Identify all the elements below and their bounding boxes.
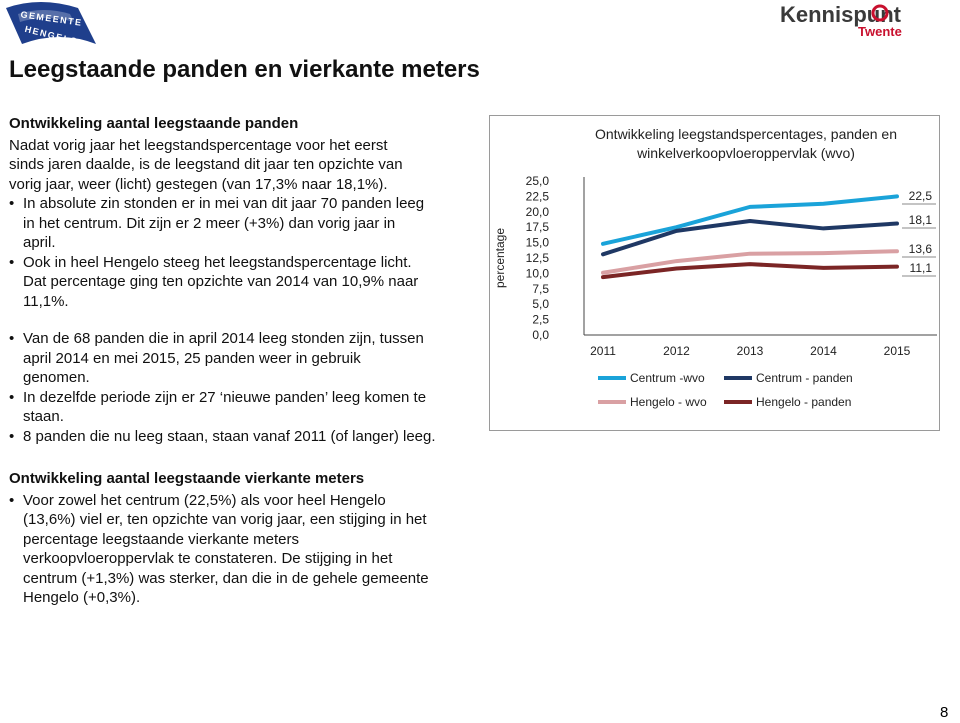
end-value-label: 18,1 [908, 213, 932, 227]
page-number: 8 [940, 704, 949, 721]
intro-line: vorig jaar, weer (licht) gestegen (van 17,3% naar 18,1%). [9, 175, 388, 193]
y-tick-label: 17,5 [525, 220, 549, 235]
y-tick-label: 20,0 [525, 204, 549, 219]
x-tick-label: 2014 [810, 344, 837, 358]
bullet-line: • Ook in heel Hengelo steeg het leegstandspercentage licht. [23, 253, 412, 271]
bullet-list-a [9, 194, 441, 311]
bullet-line: • Voor zowel het centrum (22,5%) als voor heel Hengelo [23, 491, 386, 509]
data-point [603, 243, 604, 244]
intro-line: sinds jaren daalde, is de leegstand dit jaar ten opzichte van [9, 156, 403, 173]
svg-text:Twente: Twente [858, 24, 902, 39]
gemeente-hengelo-logo [0, 0, 112, 48]
data-point [823, 203, 824, 204]
bullet-item [9, 194, 441, 253]
bullet-item [9, 491, 441, 608]
legend-label: Centrum -wvo [630, 371, 705, 385]
kennispunt-twente-logo [776, 0, 944, 42]
bullet-line: in het centrum. Dit zijn er 2 meer (+3%) dan vorig jaar in [23, 214, 396, 232]
legend-label: Hengelo - panden [756, 395, 852, 409]
data-point [897, 251, 898, 252]
data-point [750, 206, 751, 207]
data-point [603, 272, 604, 273]
y-axis-label: percentage [493, 227, 507, 289]
end-value-label: 11,1 [909, 261, 932, 275]
data-point [676, 230, 677, 231]
section-heading-panden: Ontwikkeling aantal leegstaande panden [9, 115, 299, 132]
y-tick-label: 12,5 [525, 251, 549, 265]
chart-title: Ontwikkeling leegstandspercentages, panden en [595, 126, 897, 142]
x-tick-label: 2012 [663, 344, 690, 358]
x-tick-label: 2013 [736, 344, 764, 358]
x-tick-label: 2011 [590, 344, 616, 358]
leegstand-line-chart [489, 115, 940, 431]
bullet-line: percentage leegstaande vierkante meters [23, 530, 300, 548]
data-point [823, 267, 824, 268]
bullet-line: april 2014 en mei 2015, 25 panden weer in gebruik [23, 349, 361, 367]
svg-text:Kennispunt: Kennispunt [780, 2, 901, 27]
bullet-item [9, 329, 441, 388]
y-tick-label: 2,5 [532, 312, 549, 327]
data-point [603, 277, 604, 278]
x-tick-label: 2015 [883, 344, 911, 358]
data-point [897, 196, 898, 197]
intro-paragraph [9, 136, 441, 195]
intro-line: Nadat vorig jaar het leegstandspercentage voor het eerst [9, 136, 388, 154]
bullet-line: • In absolute zin stonden er in mei van dit jaar 70 panden leeg [23, 195, 425, 212]
bullet-line: 11,1%. [23, 292, 69, 310]
y-tick-label: 22,5 [525, 189, 549, 204]
data-point [823, 228, 824, 229]
bullet-line: genomen. [23, 369, 90, 386]
y-tick-label: 0,0 [532, 328, 549, 342]
data-point [676, 261, 677, 262]
bullet-line: • Van de 68 panden die in april 2014 leeg stonden zijn, tussen [23, 330, 424, 347]
series-line [603, 221, 897, 254]
data-point [750, 221, 751, 222]
bullet-line: • In dezelfde periode zijn er 27 ‘nieuwe panden’ leeg komen te [23, 388, 427, 406]
y-tick-label: 7,5 [532, 281, 549, 296]
bullet-item [9, 388, 441, 427]
data-point [676, 227, 677, 228]
bullet-item [9, 253, 441, 312]
bullet-list-b [9, 329, 441, 446]
vierkante-meters-section [9, 469, 441, 608]
y-tick-label: 25,0 [525, 174, 549, 188]
bullet-item [9, 427, 441, 447]
bullet-line: centrum (+1,3%) was sterker, dan die in de gehele gemeente [23, 569, 429, 587]
bullet-line: verkoopvloeroppervlak te constateren. De stijging in het [23, 550, 393, 567]
data-point [750, 264, 751, 265]
bullet-line: Dat percentage ging ten opzichte van 2014 van 10,9% naar [23, 273, 419, 290]
data-point [676, 268, 677, 269]
y-tick-label: 10,0 [525, 266, 549, 281]
bullet-line: Hengelo (+0,3%). [23, 589, 141, 606]
chart-title: winkelverkoopvloeroppervlak (wvo) [637, 145, 855, 161]
page-title: Leegstaande panden en vierkante meters [9, 56, 480, 83]
data-point [823, 253, 824, 254]
y-tick-label: 5,0 [532, 297, 549, 312]
series-line [603, 251, 897, 273]
data-point [897, 223, 898, 224]
bullet-list-c [9, 491, 441, 608]
panden-section [9, 114, 441, 446]
svg-text:HENGELO: HENGELO [23, 23, 80, 47]
legend-label: Hengelo - wvo [630, 395, 707, 409]
end-value-label: 22,5 [908, 189, 932, 203]
data-point [897, 266, 898, 267]
chart-svg [490, 116, 941, 432]
data-point [603, 254, 604, 255]
bullet-line: april. [23, 234, 56, 251]
data-point [750, 253, 751, 254]
bullet-line: • 8 panden die nu leeg staan, staan vanaf 2011 (of langer) leeg. [23, 427, 436, 445]
section-heading-vierkante-meters: Ontwikkeling aantal leegstaande vierkante meters [9, 470, 365, 487]
bullet-line: staan. [23, 408, 64, 425]
y-tick-label: 15,0 [525, 235, 549, 250]
bullet-line: (13,6%) viel er, ten opzichte van vorig jaar, een stijging in het [23, 511, 427, 528]
svg-text:GEMEENTE: GEMEENTE [19, 9, 84, 28]
end-value-label: 13,6 [908, 242, 932, 256]
legend-label: Centrum - panden [756, 371, 853, 385]
